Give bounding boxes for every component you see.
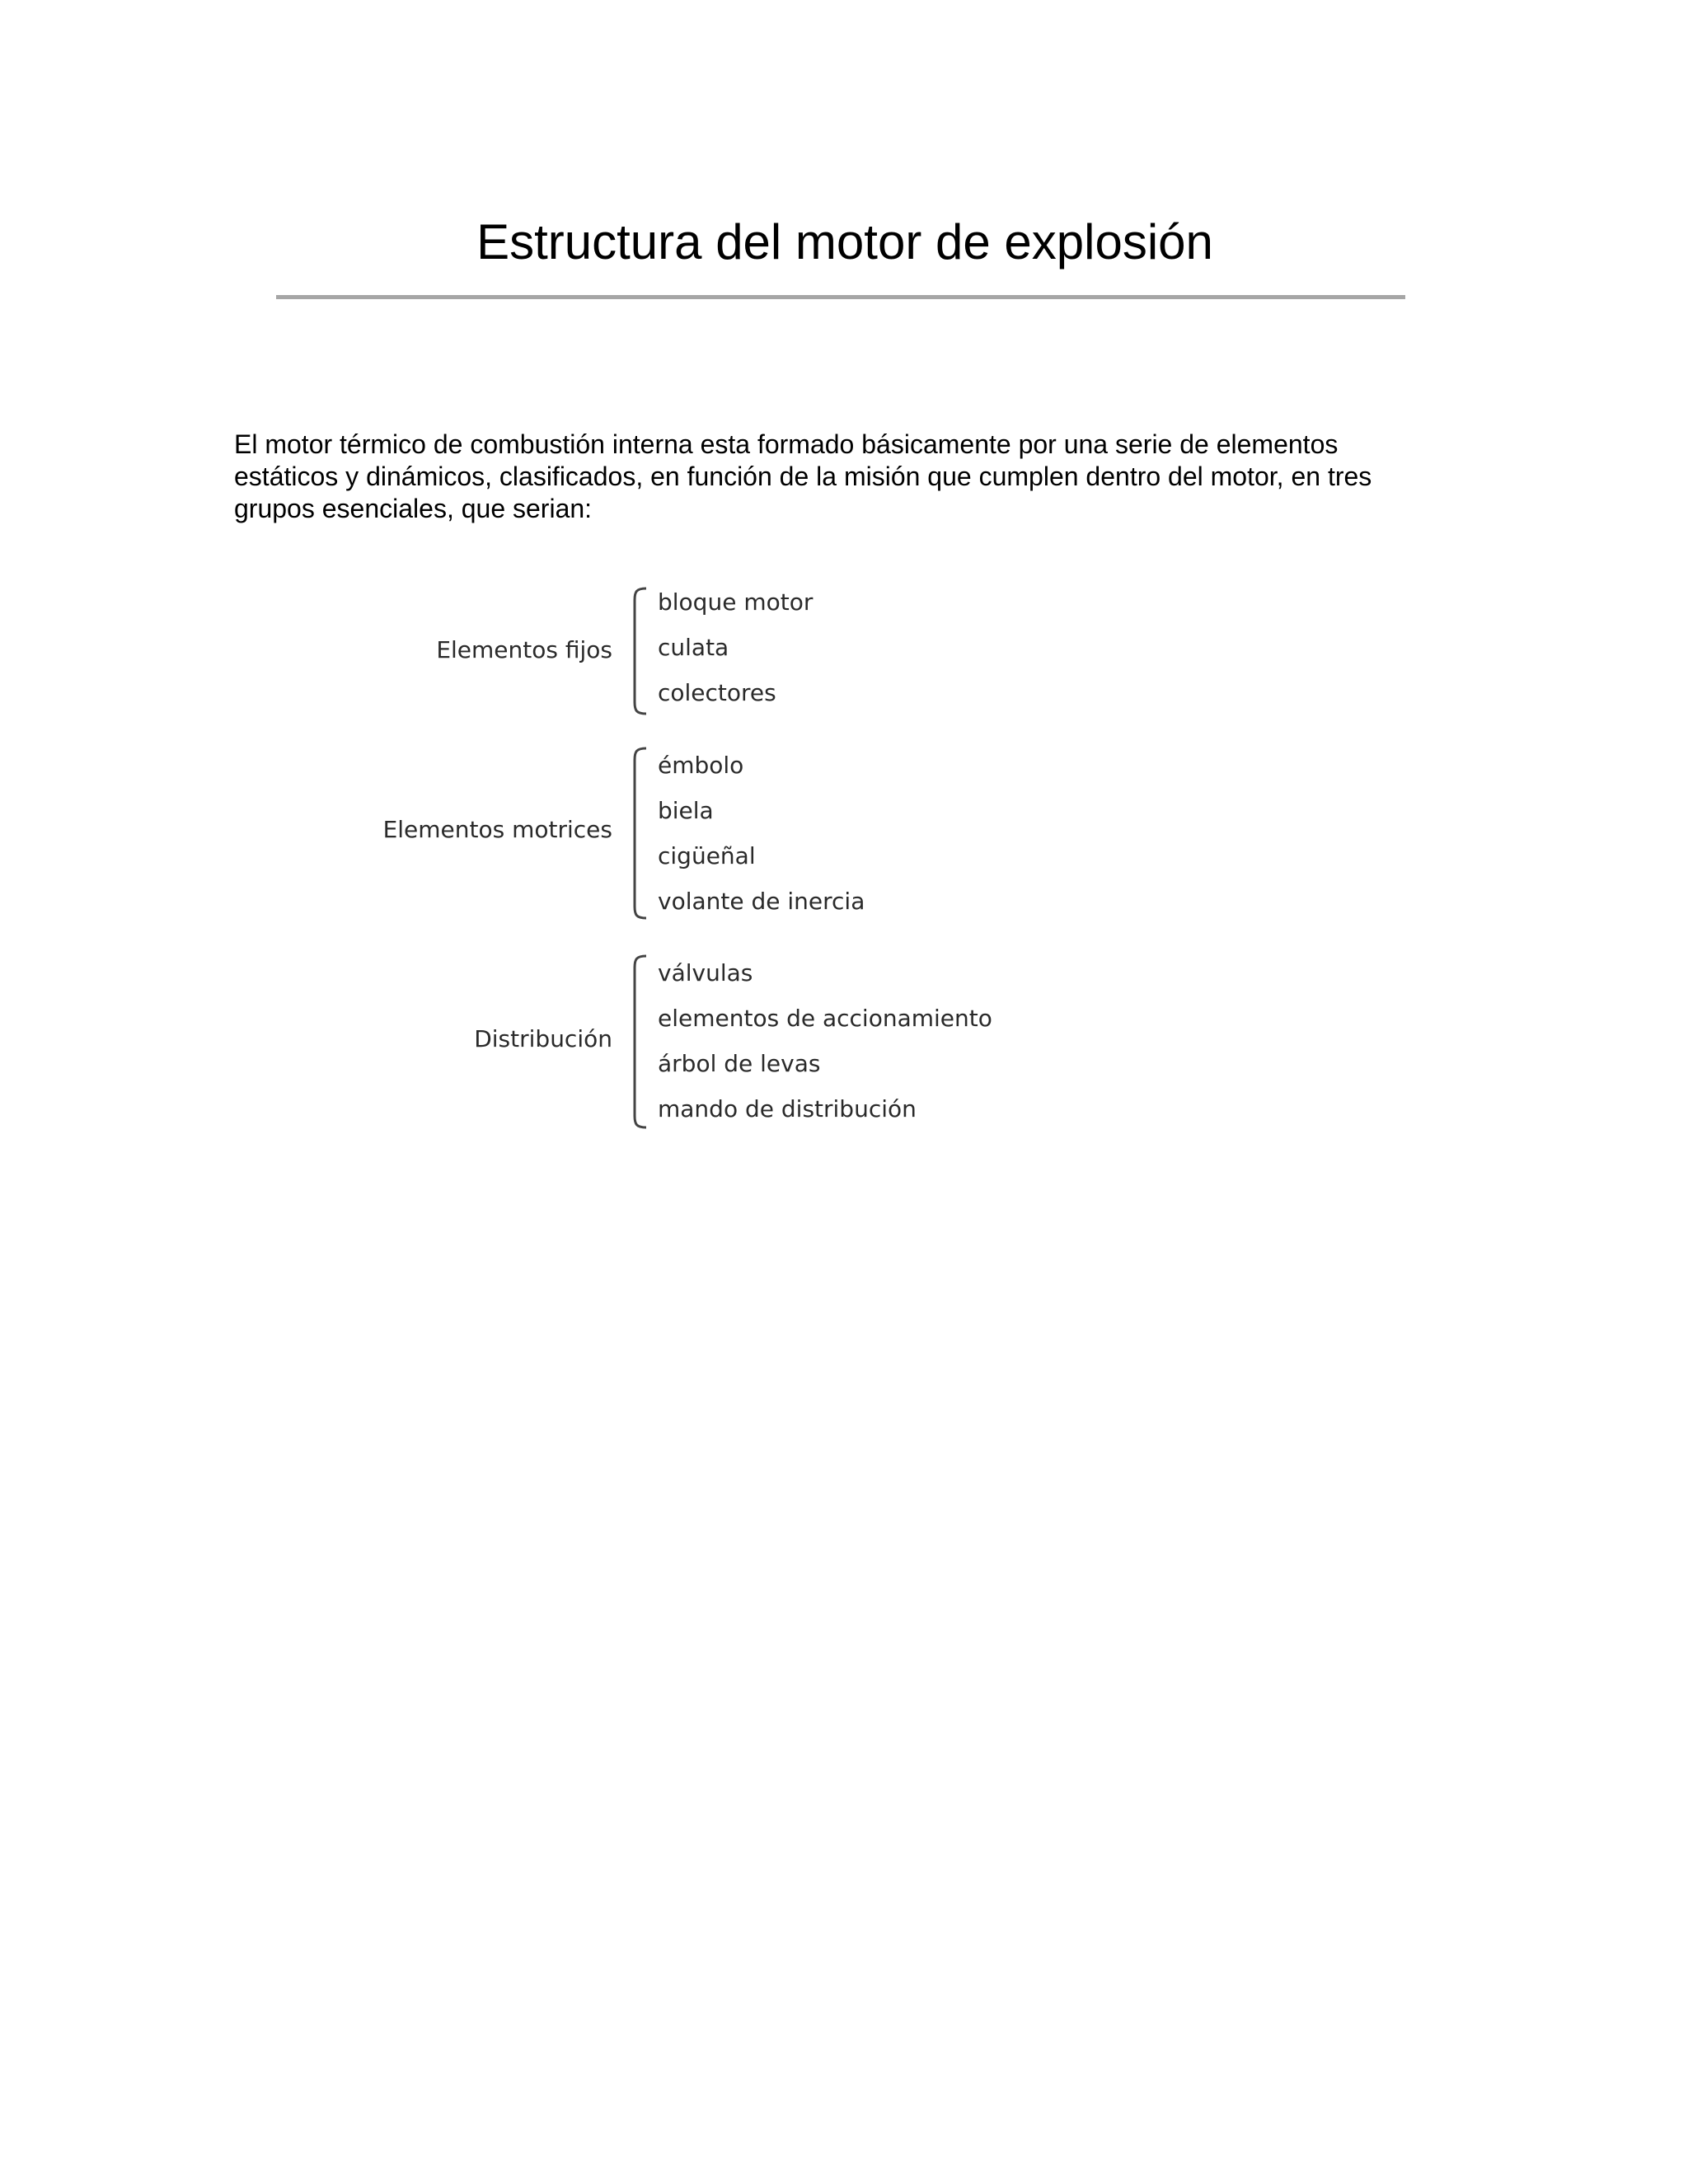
item-elementos-de-accionamiento: elementos de accionamiento <box>658 1005 992 1032</box>
page-title: Estructura del motor de explosión <box>476 214 1213 269</box>
item-culata: culata <box>658 634 729 661</box>
intro-line: El motor térmico de combustión interna esta formado básicamente por una serie de elementos <box>234 429 1339 459</box>
brace-icon <box>630 587 649 715</box>
item-bloque-motor: bloque motor <box>658 588 814 616</box>
group-label-elementos-motrices: Elementos motrices <box>382 816 612 843</box>
item-colectores: colectores <box>658 679 776 706</box>
intro-line: estáticos y dinámicos, clasificados, en función de la misión que cumplen dentro del motor, en tres <box>234 462 1372 491</box>
item-arbol-de-levas: árbol de levas <box>658 1050 821 1077</box>
item-volante-de-inercia: volante de inercia <box>658 888 865 915</box>
group-label-distribucion: Distribución <box>474 1025 612 1052</box>
item-mando-de-distribucion: mando de distribución <box>658 1095 917 1122</box>
item-embolo: émbolo <box>658 752 744 779</box>
item-ciguenal: cigüeñal <box>658 842 756 869</box>
item-biela: biela <box>658 797 714 824</box>
intro-line: grupos esenciales, que serian: <box>234 494 593 523</box>
brace-icon <box>630 954 649 1129</box>
item-valvulas: válvulas <box>658 959 753 987</box>
brace-icon <box>630 747 649 920</box>
group-label-elementos-fijos: Elementos fijos <box>436 636 612 663</box>
